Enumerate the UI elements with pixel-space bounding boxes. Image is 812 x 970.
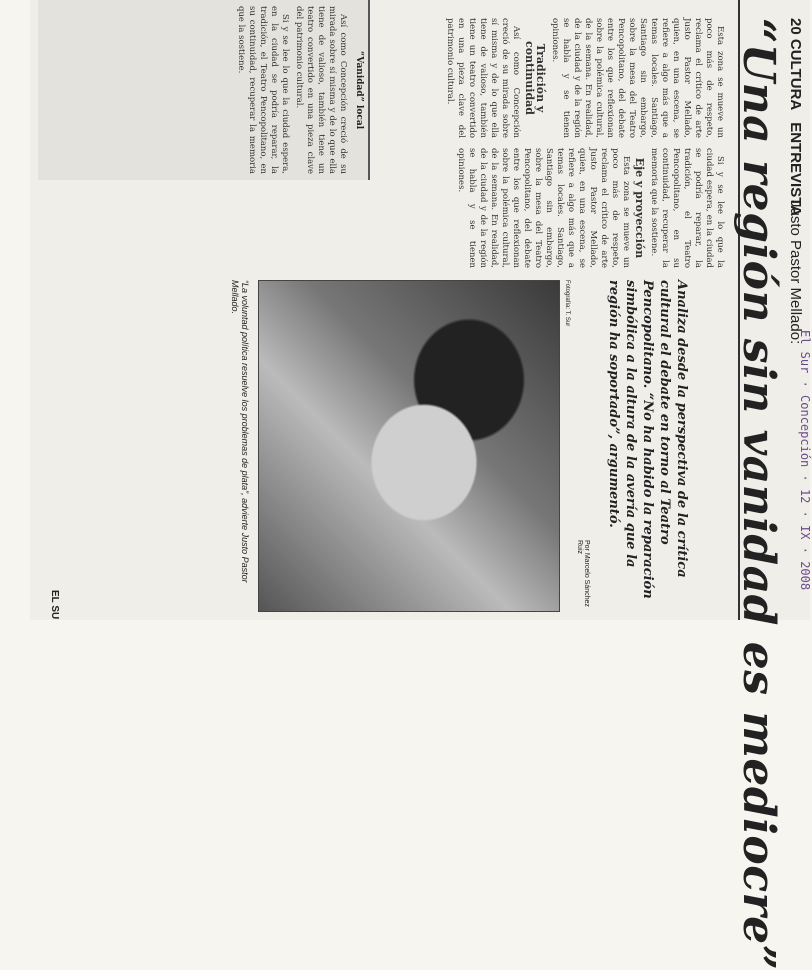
body-paragraph: Así como Concepción creció de su mirada sobre sí misma y de lo que ella tiene de valioso, también tiene un teatro convertido en una pieza clave del patrimonio cultural. [445, 18, 521, 138]
rotated-newspaper-page [10, 0, 812, 970]
sidebar-title: “Vanidad” local [354, 50, 364, 130]
sidebar-text [48, 6, 348, 174]
subhead-1: Tradición y continuidad [523, 41, 547, 115]
kicker: ENTREVISTA [787, 122, 804, 217]
photo-credit: Fotografía: T. Sur [564, 280, 570, 327]
portrait-photo [258, 280, 560, 612]
article-deck: Analiza desde la perspectiva de la crítica cultural el debate en torno al Teatro Pencopolitano. “No ha habido la reparación simbólica a la altura de la avería que la región ha soportado”, argumentó. [606, 280, 689, 599]
photo-caption: “La voluntad política resuelve los problemas de plata”, advierte Justo Pastor Mellado. [230, 280, 250, 583]
body-paragraph: Esta zona se mueve un poco más de respeto, reclama el crítico de arte Justo Pastor Mellado, quien, en una escena, se refiere a algo más que a temas locales. Santiago, Santiago sin embargo, sobre la mesa del Teatro Pencopolitano, del debate entre los que reflexionan sobre la polémica cultural, de la semana. En realidad, de la ciudad y de la región se habla y se tienen opiniones. [456, 148, 631, 268]
section-name: CULTURA [787, 38, 804, 110]
body-column-1 [395, 18, 725, 138]
handwritten-note: El Sur · Concepción · 12 · IX · 2008 [798, 330, 812, 591]
body-paragraph: Si y se lee lo que la ciudad espera, en la ciudad se podría reparar, la tradición, el Teatro Pencopolitano, en su continuidad, recuperar la memoria que la sostiene. [236, 6, 290, 174]
author-credit: Por Marcelo Sánchez Ruiz [576, 540, 590, 607]
body-paragraph: Si y se lee lo que la ciudad espera, en la ciudad se podría reparar, la tradición, el Teatro Pencopolitano, en su continuidad, recuperar la memoria que la sostiene. [649, 148, 725, 268]
sidebar-box [38, 0, 370, 180]
body-column-2 [395, 148, 725, 268]
headline: “Una región sin vanidad es mediocre” [733, 18, 784, 970]
section-label [787, 18, 804, 216]
subhead-2: Eje y proyección [633, 157, 646, 259]
body-paragraph: Esta zona se mueve un poco más de respeto, reclama el crítico de arte Justo Pastor Mellado, quien, en una escena, se refiere a algo más que a temas locales. Santiago, Santiago sin embargo, sobre la mesa del Teatro Pencopolitano, del debate entre los que reflexionan sobre la polémica cultural, de la semana. En realidad, de la ciudad y de la región se habla y se tienen opiniones. [550, 18, 725, 138]
newspaper-sheet [30, 0, 812, 970]
edge-masthead-fragment: EL SU [49, 590, 60, 620]
interviewee-name: Justo Pastor Mellado: [787, 200, 804, 345]
page-number: 20 [787, 18, 804, 35]
body-paragraph: Así como Concepción creció de su mirada sobre sí misma y de lo que ella tiene de valioso, también tiene un teatro convertido en una pieza clave del patrimonio cultural. [294, 6, 348, 174]
